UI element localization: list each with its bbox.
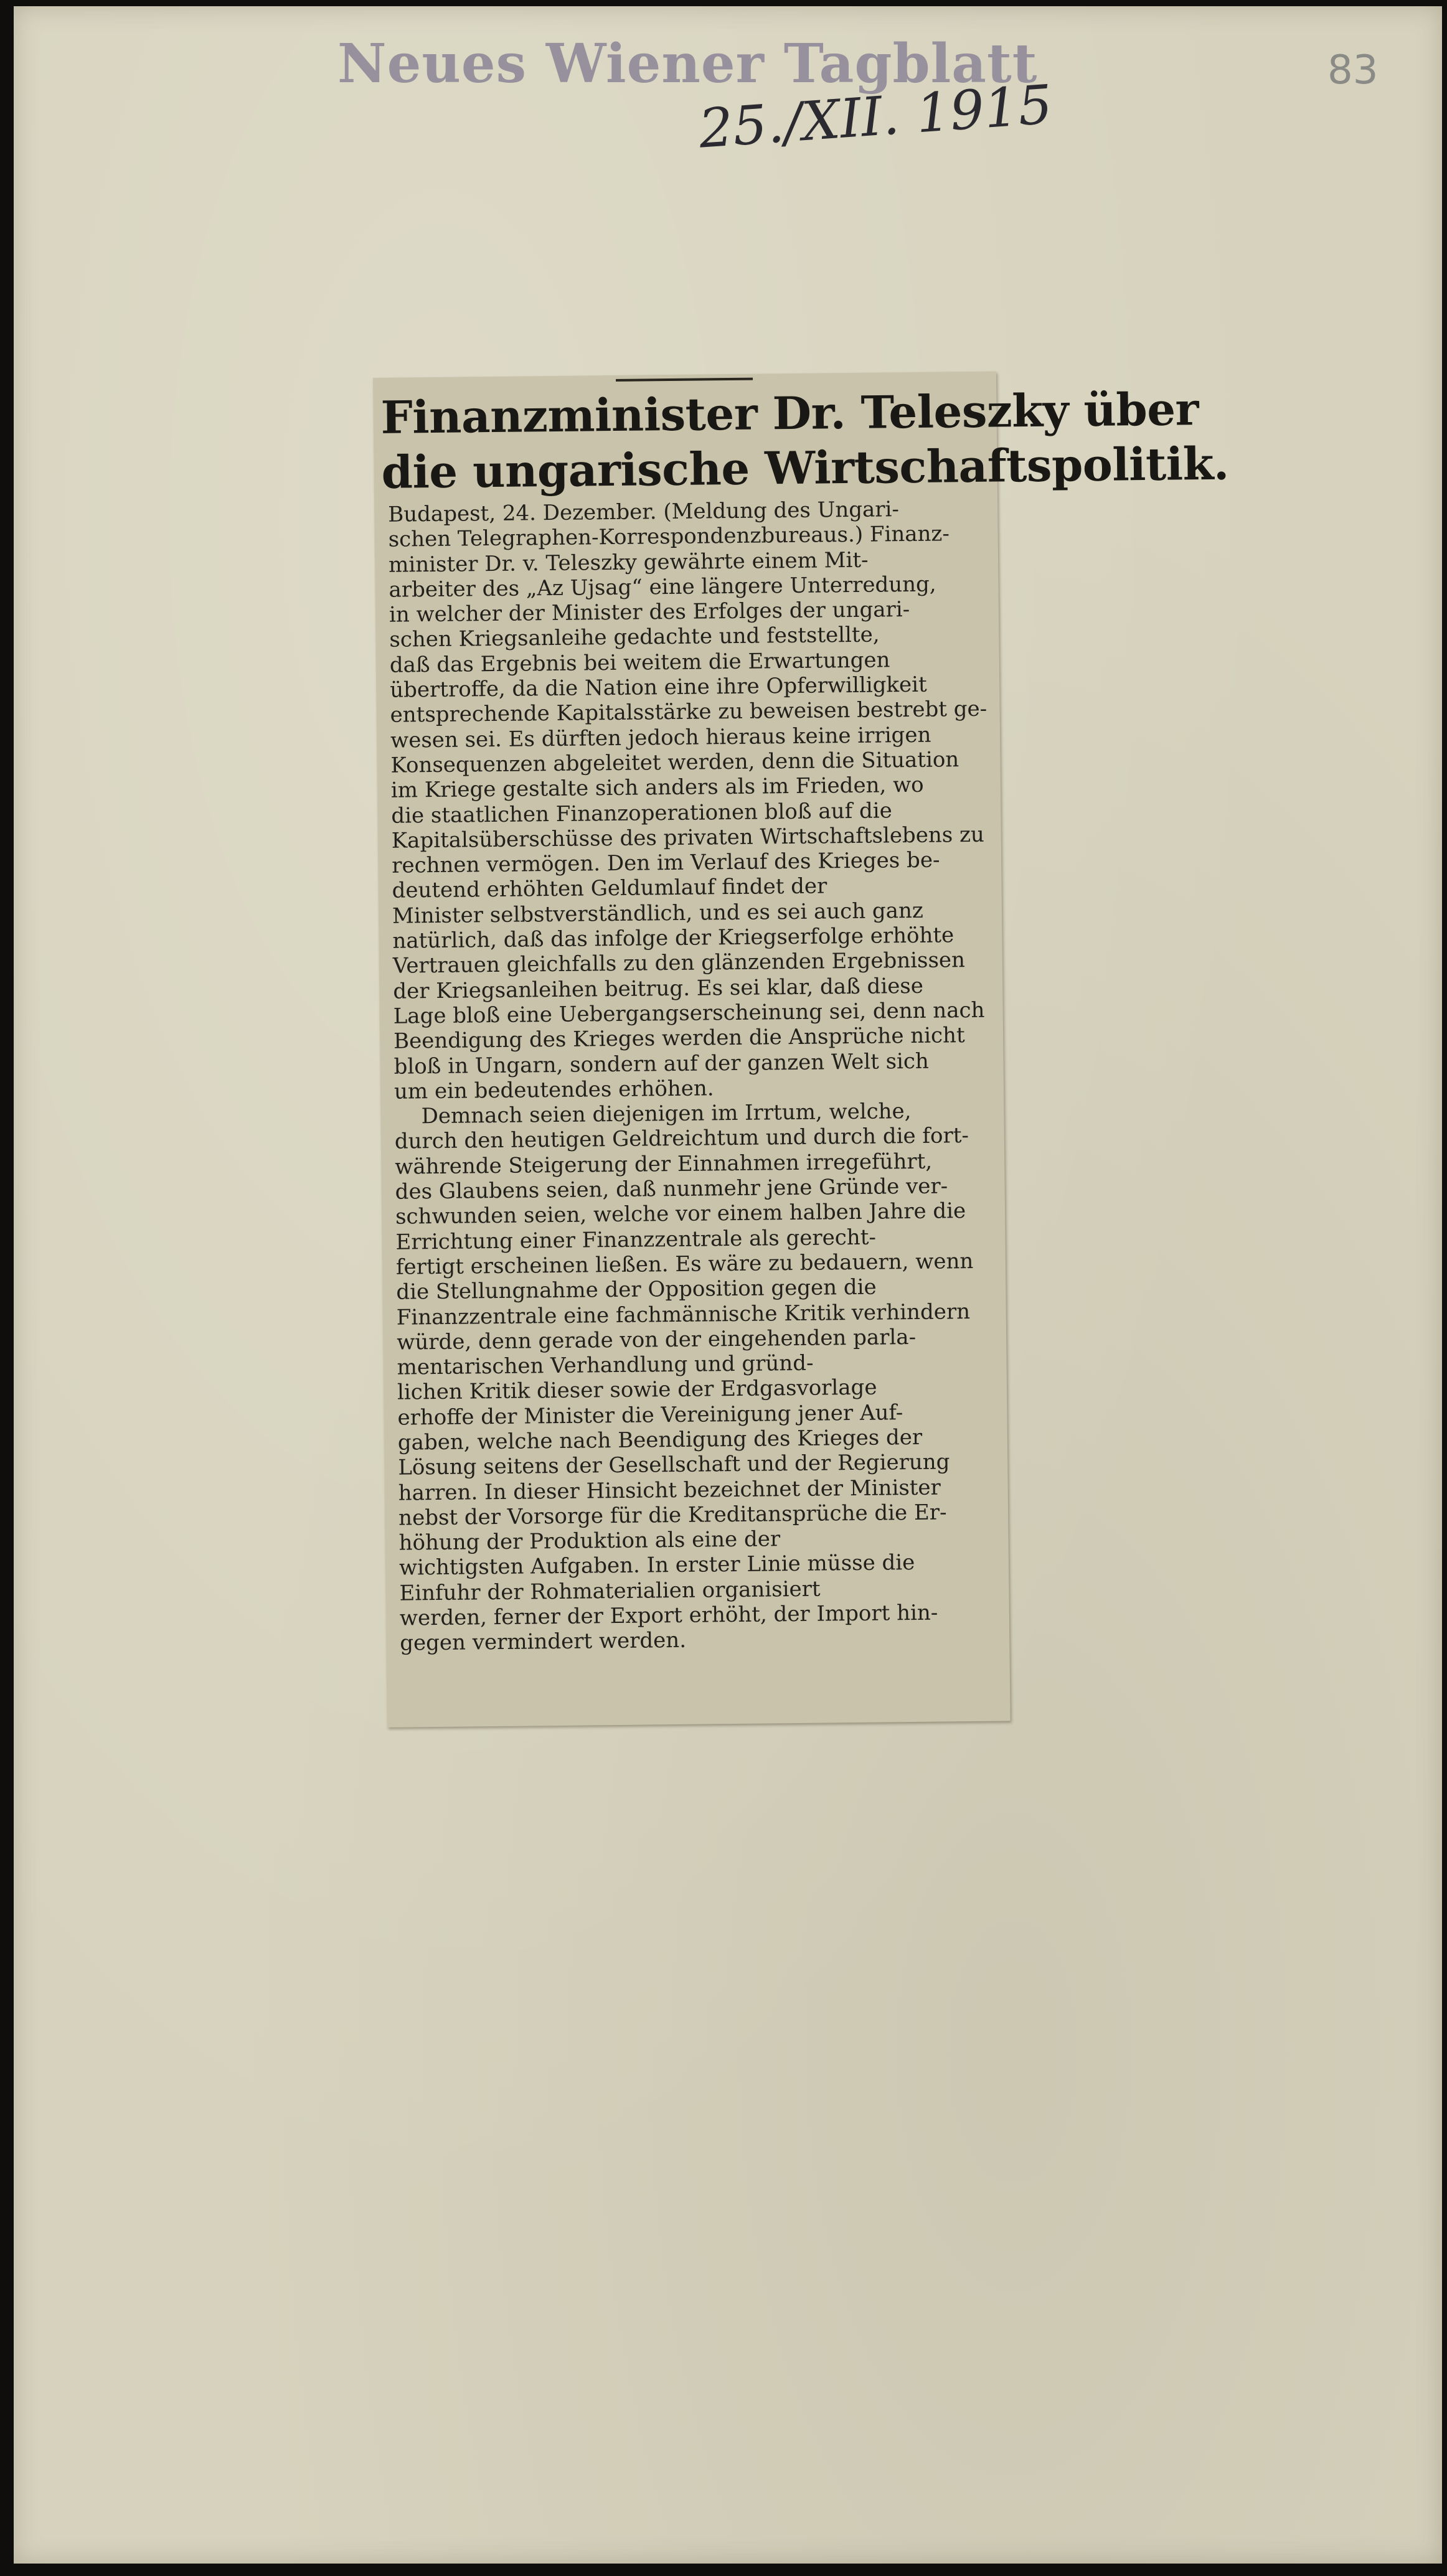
article-body-line: Budapest, 24. Dezember. (Meldung des Ungari- <box>388 497 900 527</box>
article-body-line: fertigt erscheinen ließen. Es wäre zu bedauern, wenn <box>395 1248 974 1280</box>
article-body-line: um ein bedeutendes erhöhen. <box>394 1076 714 1104</box>
headline-line: die ungarische Wirtschaftspolitik. <box>381 436 1230 499</box>
article-body-line: werden, ferner der Export erhöht, der Import hin- <box>399 1600 938 1631</box>
article-body-line: übertroffe, da die Nation eine ihre Opferwilligkeit <box>390 672 927 703</box>
article-body-line: deutend erhöhten Geldumlauf findet der <box>392 873 827 904</box>
article-body-line: Lage bloß eine Uebergangserscheinung sei, denn nach <box>393 997 985 1029</box>
handwritten-date: 25./XII. 1915 <box>697 73 1055 161</box>
article-body-line: Konsequenzen abgeleitet werden, denn die Situation <box>390 747 959 778</box>
article-body-line: gaben, welche nach Beendigung des Krieges der <box>397 1424 923 1455</box>
article-body-line: schen Kriegsanleihe gedachte und feststellte, <box>389 622 880 653</box>
article-body-line: Beendigung des Krieges werden die Ansprüche nicht <box>393 1023 965 1054</box>
article-body-line: gegen vermindert werden. <box>400 1628 687 1657</box>
article-body-line: schen Telegraphen-Korrespondenzbureaus.) Finanz- <box>388 521 950 553</box>
article-body-line: schwunden seien, welche vor einem halben Jahre die <box>395 1198 966 1230</box>
article-body-line: bloß in Ungarn, sondern auf der ganzen Welt sich <box>394 1048 930 1079</box>
article-body-line: Lösung seitens der Gesellschaft und der Regierung <box>398 1449 950 1480</box>
article-body-line: natürlich, daß das infolge der Kriegserfolge erhöhte <box>392 923 954 954</box>
newspaper-name-stamp: Neues Wiener Tagblatt <box>337 32 1038 95</box>
article-body-line: Finanzzentrale eine fachmännische Kritik verhindern <box>396 1299 971 1330</box>
article-body-line: minister Dr. v. Teleszky gewährte einem Mit- <box>388 547 869 578</box>
article-body-line: die staatlichen Finanzoperationen bloß auf die <box>391 797 892 829</box>
headline-line: Finanzminister Dr. Teleszky über <box>380 382 1199 444</box>
article-body-line: in welcher der Minister des Erfolges der ungari- <box>389 597 910 628</box>
article-body-line: rechnen vermögen. Den im Verlauf des Krieges be- <box>392 847 940 878</box>
article-body-line: währende Steigerung der Einnahmen irregeführt, <box>395 1149 933 1180</box>
article-body-line: im Kriege gestalte sich anders als im Frieden, wo <box>390 773 924 803</box>
article-body-line: lichen Kritik dieser sowie der Erdgasvorlage <box>397 1375 877 1406</box>
article-body-line: die Stellungnahme der Opposition gegen die <box>396 1274 877 1305</box>
article-body-line: Vertrauen gleichfalls zu den glänzenden Ergebnissen <box>392 947 966 979</box>
article-body-line: Kapitalsüberschüsse des privaten Wirtschaftslebens zu <box>391 822 985 853</box>
article-body-line: Minister selbstverständlich, und es sei auch ganz <box>392 898 923 929</box>
article-body-line: erhoffe der Minister die Vereinigung jener Auf- <box>397 1399 903 1431</box>
archive-sheet <box>14 6 1442 2564</box>
article-body-line: Einfuhr der Rohmaterialien organisiert <box>399 1576 821 1606</box>
article-body-line: wesen sei. Es dürften jedoch hieraus keine irrigen <box>390 722 931 753</box>
top-rule <box>616 378 753 382</box>
article-headline <box>380 382 1230 500</box>
article-body-line: höhung der Produktion als eine der <box>398 1526 781 1556</box>
newspaper-clipping <box>373 372 1230 1728</box>
article-body-line: des Glaubens seien, daß nunmehr jene Gründe ver- <box>395 1173 948 1205</box>
article-body-line: harren. In dieser Hinsicht bezeichnet der Minister <box>398 1475 941 1506</box>
article-body-line: durch den heutigen Geldreichtum und durch die fort- <box>394 1123 969 1155</box>
article-body-line: würde, denn gerade von der eingehenden parla- <box>397 1324 917 1355</box>
article-body-line: entsprechende Kapitalsstärke zu beweisen bestrebt ge- <box>390 697 987 728</box>
article-body-line: daß das Ergebnis bei weitem die Erwartungen <box>389 647 890 678</box>
article-body-line: nebst der Vorsorge für die Kreditansprüche die Er- <box>398 1500 947 1531</box>
article-body-line: Demnach seien diejenigen im Irrtum, welche, <box>394 1099 912 1129</box>
article-body-line: mentarischen Verhandlung und gründ- <box>397 1350 814 1380</box>
article-body-line: arbeiter des „Az Ujsag“ eine längere Unterredung, <box>389 571 936 603</box>
article-body-line: wichtigsten Aufgaben. In erster Linie müsse die <box>398 1550 915 1581</box>
article-body-line: der Kriegsanleihen beitrug. Es sei klar, daß diese <box>393 973 924 1004</box>
article-body <box>388 496 996 1657</box>
article-body-line: Errichtung einer Finanzzentrale als gerecht- <box>395 1225 877 1255</box>
folio-number: 83 <box>1327 47 1379 93</box>
